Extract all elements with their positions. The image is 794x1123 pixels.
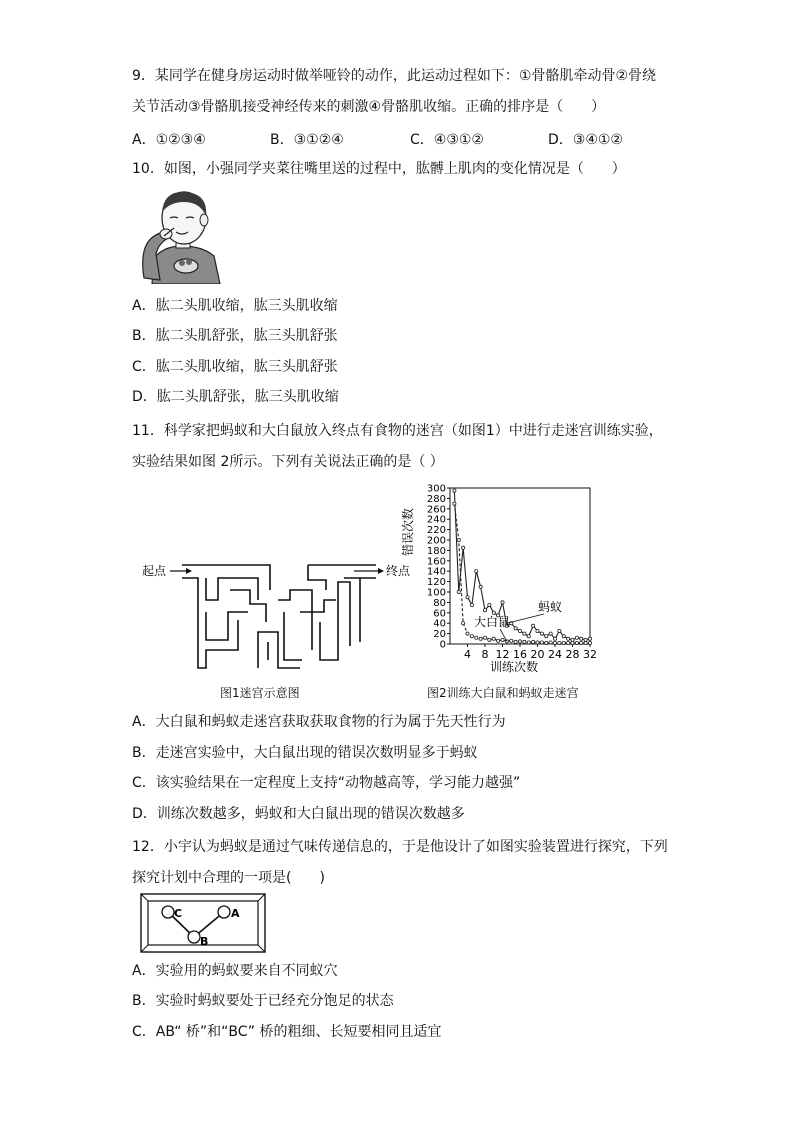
series-point-1 — [462, 622, 465, 625]
q11-stem-line2: 实验结果如图 2所示。下列有关说法正确的是（ ） — [132, 454, 444, 470]
q12-option-a[interactable]: A．实验用的蚂蚁要来自不同蚁穴 — [132, 963, 338, 979]
series-point-0 — [488, 603, 491, 606]
chart-xtick-label: 8 — [481, 648, 489, 661]
series-point-0 — [462, 546, 465, 549]
series-point-1 — [488, 638, 491, 641]
maze-diagram — [140, 560, 420, 672]
q10-option-c[interactable]: C．肱二头肌收缩，肱三头肌舒张 — [132, 359, 338, 375]
chart-ytick-label: 300 — [426, 483, 446, 495]
series-point-1 — [580, 641, 583, 644]
chart-ytick-label: 100 — [426, 587, 446, 599]
series-point-1 — [553, 641, 556, 644]
chart-xtick-label: 24 — [548, 648, 562, 661]
series-point-0 — [470, 603, 473, 606]
series-point-1 — [558, 641, 561, 644]
series-point-1 — [514, 640, 517, 643]
series-point-0 — [523, 632, 526, 635]
series-point-1 — [527, 641, 530, 644]
q11-stem-line1: 11．科学家把蚂蚁和大白鼠放入终点有食物的迷宫（如图1）中进行走迷宫训练实验， — [132, 423, 663, 439]
series-point-0 — [588, 637, 591, 640]
q11-option-a[interactable]: A．大白鼠和蚂蚁走迷宫获取获取食物的行为属于先天性行为 — [132, 714, 506, 730]
chart-ytick-label: 260 — [426, 504, 446, 516]
chart-xtick-label: 28 — [565, 648, 580, 661]
chart-xtick-label: 16 — [513, 648, 527, 661]
q9-option-c[interactable]: C．④③①② — [410, 132, 484, 148]
chart-ytick-label: 200 — [426, 535, 446, 547]
series-point-1 — [492, 637, 495, 640]
series-point-0 — [549, 632, 552, 635]
series-point-1 — [540, 641, 543, 644]
series-point-1 — [567, 641, 570, 644]
q10-option-d[interactable]: D．肱二头肌舒张，肱三头肌收缩 — [132, 389, 339, 405]
series-point-1 — [584, 641, 587, 644]
series-point-1 — [505, 640, 508, 643]
series-point-0 — [558, 629, 561, 632]
chart-xtick-label: 32 — [583, 648, 597, 661]
series-point-1 — [470, 635, 473, 638]
series-point-0 — [453, 489, 456, 492]
series-point-0 — [567, 637, 570, 640]
chart-ytick-label: 180 — [426, 545, 446, 557]
series-point-0 — [466, 596, 469, 599]
q12-stem-line2: 探究计划中合理的一项是( ) — [132, 870, 325, 886]
chart-caption: 图2训练大白鼠和蚂蚁走迷宫 — [427, 686, 579, 700]
ant-bridge-diagram — [140, 893, 266, 953]
q9-stem-line2: 关节活动③骨骼肌接受神经传来的刺激④骨骼肌收缩。正确的排序是（ ） — [132, 99, 606, 115]
legend-ant-leader — [507, 614, 544, 623]
series-point-1 — [545, 641, 548, 644]
chart-ylabel: 错误次数 — [401, 507, 415, 557]
maze-walls — [182, 565, 376, 668]
series-point-0 — [580, 637, 583, 640]
q9-options — [132, 129, 672, 149]
error-count-chart — [392, 480, 602, 675]
chart-xlabel: 训练次数 — [489, 660, 539, 674]
chart-ytick-label: 220 — [426, 525, 446, 537]
chart-xtick-label: 20 — [530, 648, 545, 661]
q9-option-b[interactable]: B．③①②④ — [270, 132, 344, 148]
series-point-1 — [483, 636, 486, 639]
chart-ytick-label: 120 — [426, 577, 446, 589]
node-a-label: A — [231, 907, 240, 920]
series-point-0 — [492, 611, 495, 614]
series-point-0 — [527, 635, 530, 638]
series-point-0 — [501, 601, 504, 604]
node-c-label: C — [174, 907, 183, 920]
series-point-1 — [453, 502, 456, 505]
series-point-1 — [575, 641, 578, 644]
series-point-0 — [545, 635, 548, 638]
chart-ytick-label: 40 — [433, 618, 446, 630]
series-point-1 — [532, 640, 535, 643]
series-point-1 — [549, 641, 552, 644]
series-point-0 — [553, 637, 556, 640]
chart-xtick-label: 4 — [464, 648, 471, 661]
series-point-1 — [475, 636, 478, 639]
chart-frame — [450, 488, 590, 644]
series-point-1 — [479, 637, 482, 640]
chart-ytick-label: 240 — [426, 514, 446, 526]
series-point-1 — [562, 641, 565, 644]
maze-start-label: 起点 — [142, 564, 167, 578]
series-point-1 — [466, 632, 469, 635]
series-point-1 — [457, 538, 460, 541]
series-point-1 — [518, 640, 521, 643]
series-point-1 — [536, 641, 539, 644]
chart-ytick-label: 60 — [433, 608, 446, 620]
legend-rat-label: 大白鼠 — [474, 615, 511, 629]
chart-ytick-label: 80 — [433, 597, 446, 609]
q10-stem: 10．如图，小强同学夹菜往嘴里送的过程中，肱髆上肌肉的变化情况是（ ） — [132, 161, 626, 177]
q11-option-d[interactable]: D．训练次数越多，蚂蚁和大白鼠出现的错误次数越多 — [132, 806, 465, 822]
series-point-1 — [588, 641, 591, 644]
legend-ant-label: 蚂蚁 — [538, 600, 563, 614]
q10-option-b[interactable]: B．肱二头肌舒张，肱三头肌舒张 — [132, 328, 338, 344]
series-point-0 — [457, 590, 460, 593]
node-b-label: B — [200, 935, 209, 948]
series-point-0 — [475, 570, 478, 573]
q11-option-c[interactable]: C．该实验结果在一定程度上支持“动物越高等，学习能力越强” — [132, 775, 521, 791]
chart-ytick-label: 280 — [426, 493, 446, 505]
q12-stem-line1: 12．小宇认为蚂蚁是通过气味传递信息的，于是他设计了如图实验装置进行探究，下列 — [132, 839, 668, 855]
q9-stem-line1: 9．某同学在健身房运动时做举哑铃的动作，此运动过程如下：①骨骼肌牵动骨②骨绕 — [132, 68, 657, 84]
q12-option-b[interactable]: B．实验时蚂蚁要处于已经充分饱足的状态 — [132, 993, 394, 1009]
series-point-0 — [536, 629, 539, 632]
series-point-1 — [497, 639, 500, 642]
chart-ytick-label: 20 — [433, 629, 446, 641]
chart-ytick-label: 0 — [439, 639, 446, 651]
series-point-0 — [575, 636, 578, 639]
series-point-1 — [510, 639, 513, 642]
series-point-0 — [540, 632, 543, 635]
chart-ytick-label: 160 — [426, 556, 446, 568]
series-point-1 — [571, 641, 574, 644]
series-point-0 — [532, 624, 535, 627]
person-eating-illustration — [134, 188, 230, 284]
q12-option-c[interactable]: C．AB“ 桥”和“BC” 桥的粗细、长短要相同且适宜 — [132, 1024, 442, 1040]
q11-option-b[interactable]: B．走迷宫实验中，大白鼠出现的错误次数明显多于蚂蚁 — [132, 745, 478, 761]
maze-end-label: 终点 — [386, 564, 411, 578]
q10-option-a[interactable]: A．肱二头肌收缩，肱三头肌收缩 — [132, 298, 338, 314]
series-point-0 — [518, 629, 521, 632]
chart-ytick-label: 140 — [426, 566, 446, 578]
series-point-0 — [479, 585, 482, 588]
series-point-1 — [501, 638, 504, 641]
q9-option-a[interactable]: A．①②③④ — [132, 132, 206, 148]
series-point-0 — [514, 627, 517, 630]
chart-xtick-label: 12 — [495, 648, 510, 661]
q9-option-d[interactable]: D．③④①② — [548, 132, 623, 148]
series-point-0 — [562, 635, 565, 638]
maze-caption: 图1迷宫示意图 — [220, 686, 300, 700]
series-point-0 — [483, 609, 486, 612]
series-point-1 — [523, 640, 526, 643]
